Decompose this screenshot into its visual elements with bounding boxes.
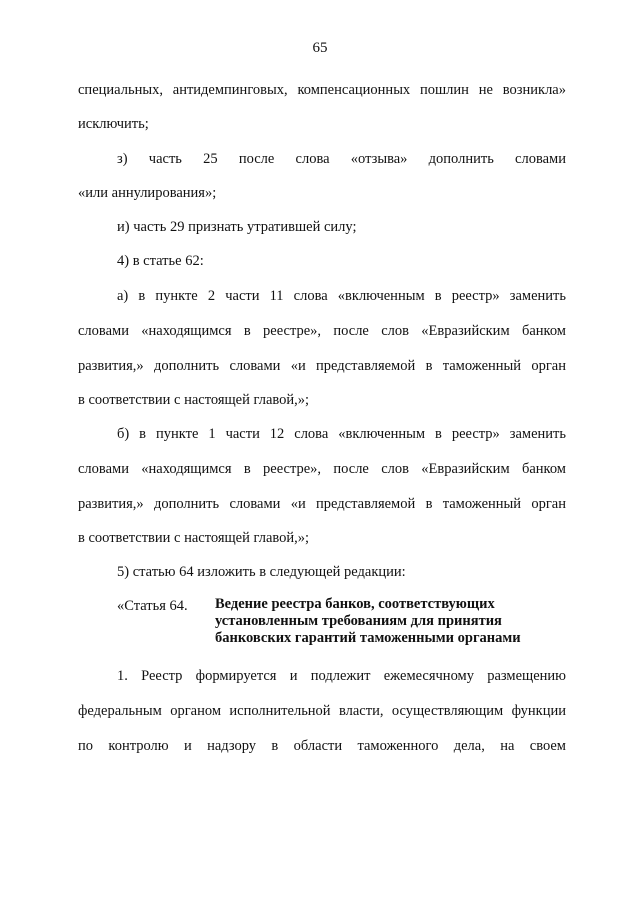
text-line: развития,» дополнить словами «и представляемой в таможенный орган [78, 358, 566, 374]
text-line: з) часть 25 после слова «отзыва» дополнить словами [117, 151, 566, 167]
article-title-line: банковских гарантий таможенными органами [215, 630, 521, 646]
text-line: федеральным органом исполнительной власти, осуществляющим функции [78, 703, 566, 719]
text-line: 4) в статье 62: [117, 253, 204, 269]
text-line: «или аннулирования»; [78, 185, 217, 201]
page-number: 65 [312, 40, 328, 56]
text-line: по контролю и надзору в области таможенного дела, на своем [78, 738, 566, 754]
text-line: а) в пункте 2 части 11 слова «включенным в реестр» заменить [117, 288, 566, 304]
text-line: в соответствии с настоящей главой,»; [78, 392, 310, 408]
text-line: словами «находящимся в реестре», после слов «Евразийским банком [78, 323, 566, 339]
text-line: и) часть 29 признать утратившей силу; [117, 219, 357, 235]
article-title-line: установленным требованиям для принятия [215, 613, 502, 629]
text-line: исключить; [78, 116, 149, 132]
text-line: 5) статью 64 изложить в следующей редакции: [117, 564, 406, 580]
text-line: словами «находящимся в реестре», после слов «Евразийским банком [78, 461, 566, 477]
text-line: специальных, антидемпинговых, компенсационных пошлин не возникла» [78, 82, 566, 98]
article-label: «Статья 64. [117, 598, 188, 614]
text-line: б) в пункте 1 части 12 слова «включенным в реестр» заменить [117, 426, 566, 442]
article-title [215, 596, 555, 647]
text-line: в соответствии с настоящей главой,»; [78, 530, 310, 546]
text-line: 1. Реестр формируется и подлежит ежемесячному размещению [117, 668, 566, 684]
article-title-line: Ведение реестра банков, соответствующих [215, 596, 495, 612]
text-line: развития,» дополнить словами «и представляемой в таможенный орган [78, 496, 566, 512]
